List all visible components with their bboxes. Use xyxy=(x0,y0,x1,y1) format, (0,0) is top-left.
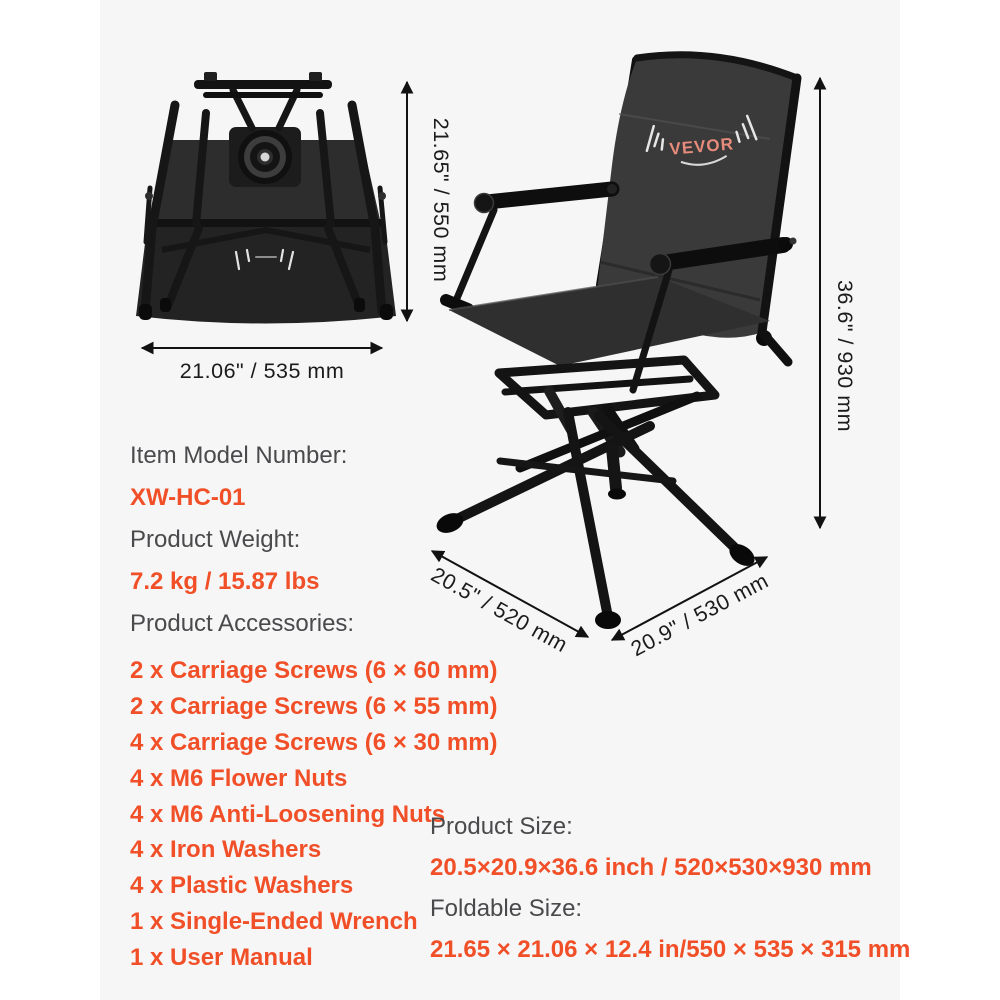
model-number-value: XW-HC-01 xyxy=(130,484,246,511)
size-block xyxy=(430,812,911,976)
accessory-item: 4 x Carriage Screws (6 × 30 mm) xyxy=(130,728,498,756)
accessory-item: 1 x Single-Ended Wrench xyxy=(130,908,418,936)
foldable-size-label: Foldable Size: xyxy=(430,895,583,922)
accessory-item: 1 x User Manual xyxy=(130,944,313,972)
product-weight-value: 7.2 kg / 15.87 lbs xyxy=(130,568,320,595)
accessory-item: 4 x M6 Anti-Loosening Nuts xyxy=(130,800,446,828)
foldable-size-value: 21.65 × 21.06 × 12.4 in/550 × 535 × 315 mm xyxy=(430,936,911,963)
accessory-item: 2 x Carriage Screws (6 × 60 mm) xyxy=(130,657,498,684)
product-size-label: Product Size: xyxy=(430,813,573,840)
accessory-item: 4 x Plastic Washers xyxy=(130,872,354,900)
vevor-logo-text: VEVOR xyxy=(668,134,735,159)
overall-height-label: 36.6" / 930 mm xyxy=(833,279,857,433)
folded-chair-illustration xyxy=(136,72,396,324)
seat-depth-label: 20.5" / 520 mm xyxy=(427,562,572,658)
folded-width-label: 21.06" / 535 mm xyxy=(179,359,345,383)
seat-width-label: 20.9" / 530 mm xyxy=(626,568,773,662)
accessory-item: 4 x Iron Washers xyxy=(130,836,322,864)
model-number-label: Item Model Number: xyxy=(130,442,348,469)
accessory-item: 4 x M6 Flower Nuts xyxy=(130,764,348,792)
product-size-value: 20.5×20.9×36.6 inch / 520×530×930 mm xyxy=(430,854,872,881)
product-weight-label: Product Weight: xyxy=(130,526,301,553)
folded-height-label: 21.65" / 550 mm xyxy=(429,117,453,283)
accessory-item: 2 x Carriage Screws (6 × 55 mm) xyxy=(130,692,498,720)
swivel-mechanism xyxy=(238,130,292,184)
accessories-label: Product Accessories: xyxy=(130,610,355,637)
